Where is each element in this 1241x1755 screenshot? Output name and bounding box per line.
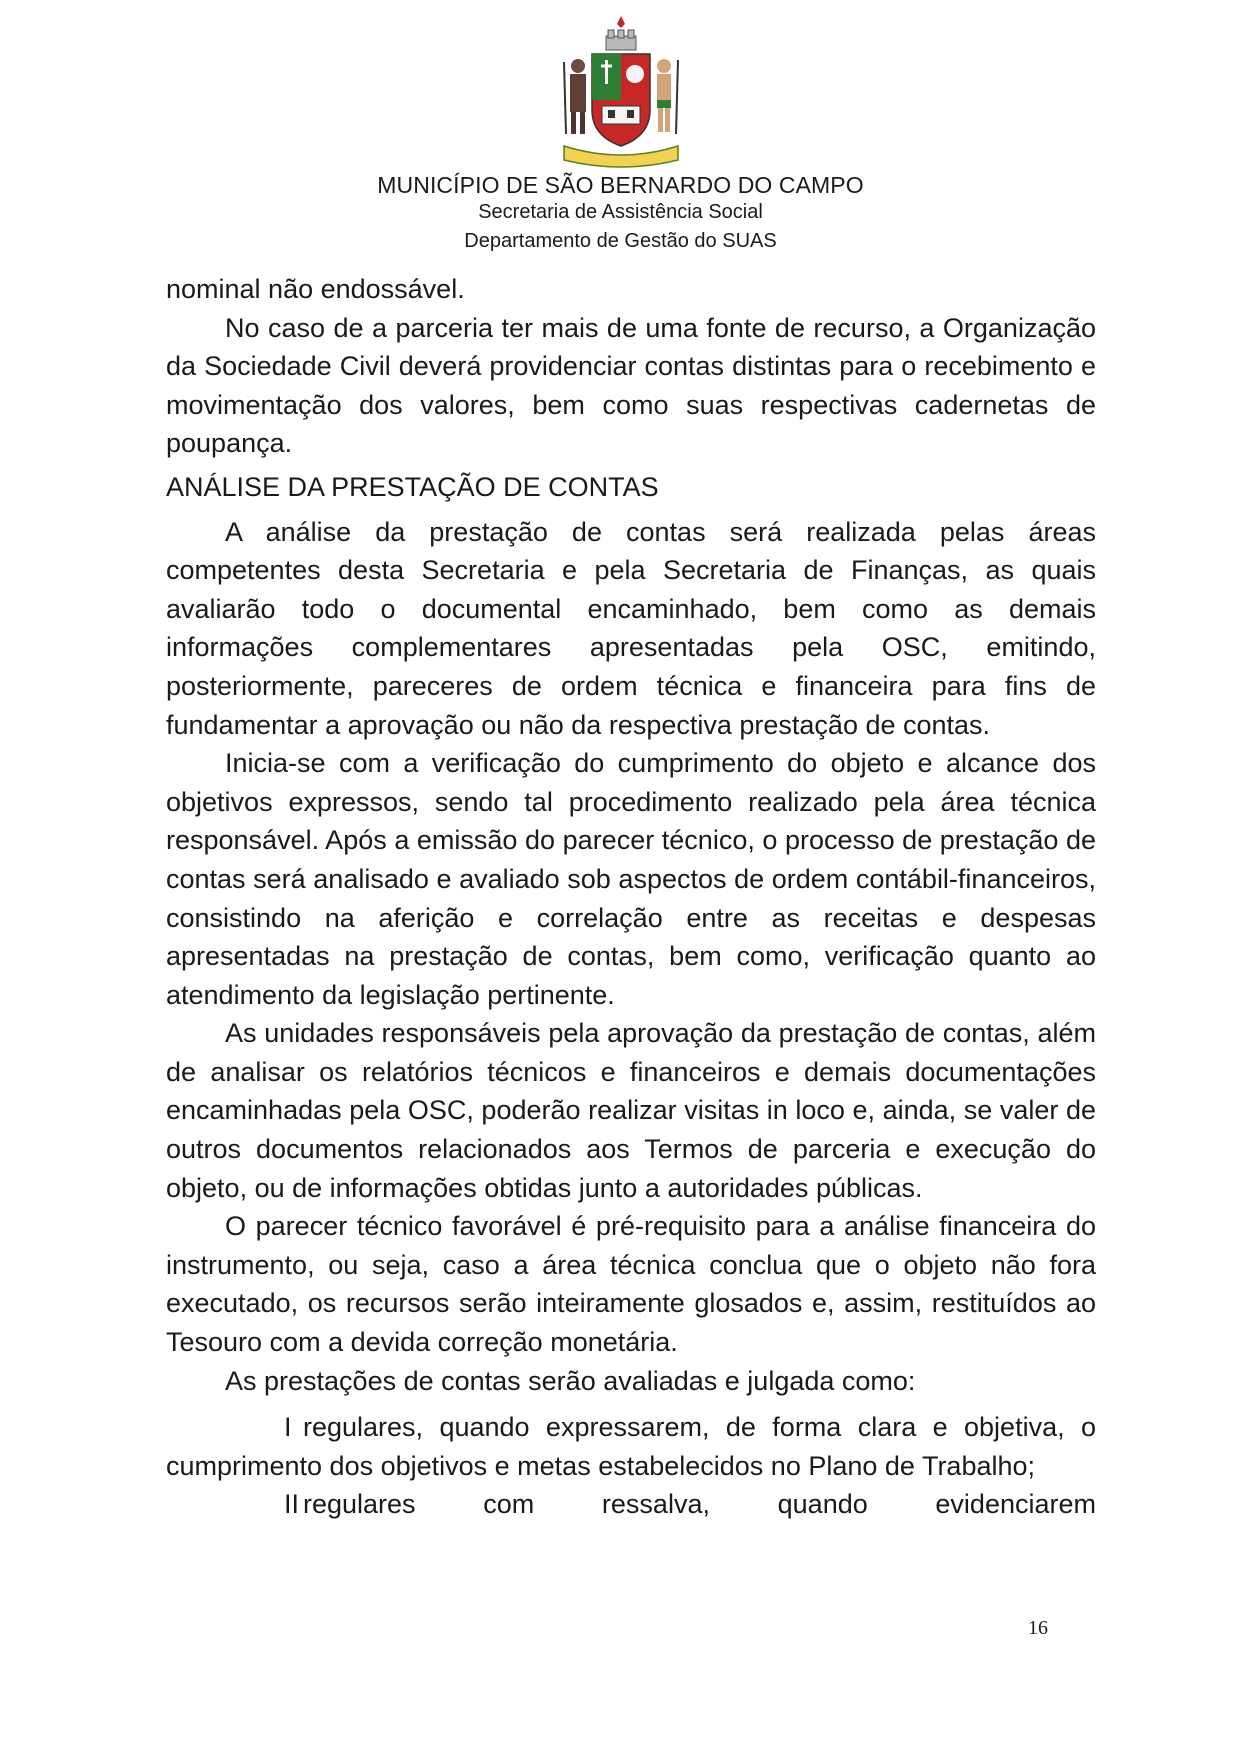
section-title: ANÁLISE DA PRESTAÇÃO DE CONTAS (166, 471, 659, 502)
list-item-text: regulares, quando expressarem, de forma clara e objetiva, o cumprimento dos objetivos e metas estabelecidos no Plano de Trabalho; (166, 1412, 1096, 1481)
paragraph: As unidades responsáveis pela aprovação da prestação de contas, além de analisar os relatórios técnicos e financeiros e demais documentações encaminhadas pela OSC, poderão realizar visitas in loco e, ainda, se valer de outros documentos relacionados aos Termos de parceria e execução do objeto, ou de informações obtidas junto a autoridades públicas. (166, 1018, 1096, 1203)
paragraph: O parecer técnico favorável é pré-requisito para a análise financeira do instrumento, ou seja, caso a área técnica conclua que o objeto não fora executado, os recursos serão inteiramente glosados e, assim, restituídos ao Tesouro com a devida correção monetária. (166, 1211, 1096, 1358)
page-header (0, 14, 1241, 256)
paragraph: A análise da prestação de contas será realizada pelas áreas competentes desta Secretaria e pela Secretaria de Finanças, as quais avaliarão todo o documental encaminhado, bem como as demais informações complementares apresentadas pela OSC, emitindo, posteriormente, pareceres de ordem técnica e financeira para fins de fundamentar a aprovação ou não da respectiva prestação de contas. (166, 516, 1096, 740)
paragraph: No caso de a parceria ter mais de uma fonte de recurso, a Organização da Sociedade Civil deverá providenciar contas distintas para o recebimento e movimentação dos valores, bem como suas respectivas cadernetas de poupança. (166, 312, 1096, 459)
list-item (166, 1408, 1096, 1485)
continuation-text: nominal não endossável. (166, 274, 465, 304)
list-item (166, 1485, 1096, 1524)
list-item-text: regulares com ressalva, quando evidenciarem (303, 1489, 1096, 1520)
secretariat-name: Secretaria de Assistência Social (478, 201, 763, 223)
document-body (166, 270, 1096, 1524)
paragraph: Inicia-se com a verificação do cumprimento do objeto e alcance dos objetivos expressos, sendo tal procedimento realizado pela área técnica responsável. Após a emissão do parecer técnico, o processo de prestação de contas será analisado e avaliado sob aspectos de ordem contábil-financeiros, consistindo na aferição e correlação entre as receitas e despesas apresentadas na prestação de contas, bem como, verificação quanto ao atendimento da legislação pertinente. (166, 748, 1096, 1010)
coat-of-arms-logo (556, 14, 686, 170)
municipality-name: MUNICÍPIO DE SÃO BERNARDO DO CAMPO (377, 172, 864, 198)
department-name: Departamento de Gestão do SUAS (464, 230, 777, 252)
list-item-number: II (284, 1489, 300, 1520)
list-item-number: I (284, 1412, 292, 1443)
paragraph: As prestações de contas serão avaliadas e julgada como: (225, 1365, 916, 1396)
page-number: 16 (1028, 1617, 1048, 1639)
